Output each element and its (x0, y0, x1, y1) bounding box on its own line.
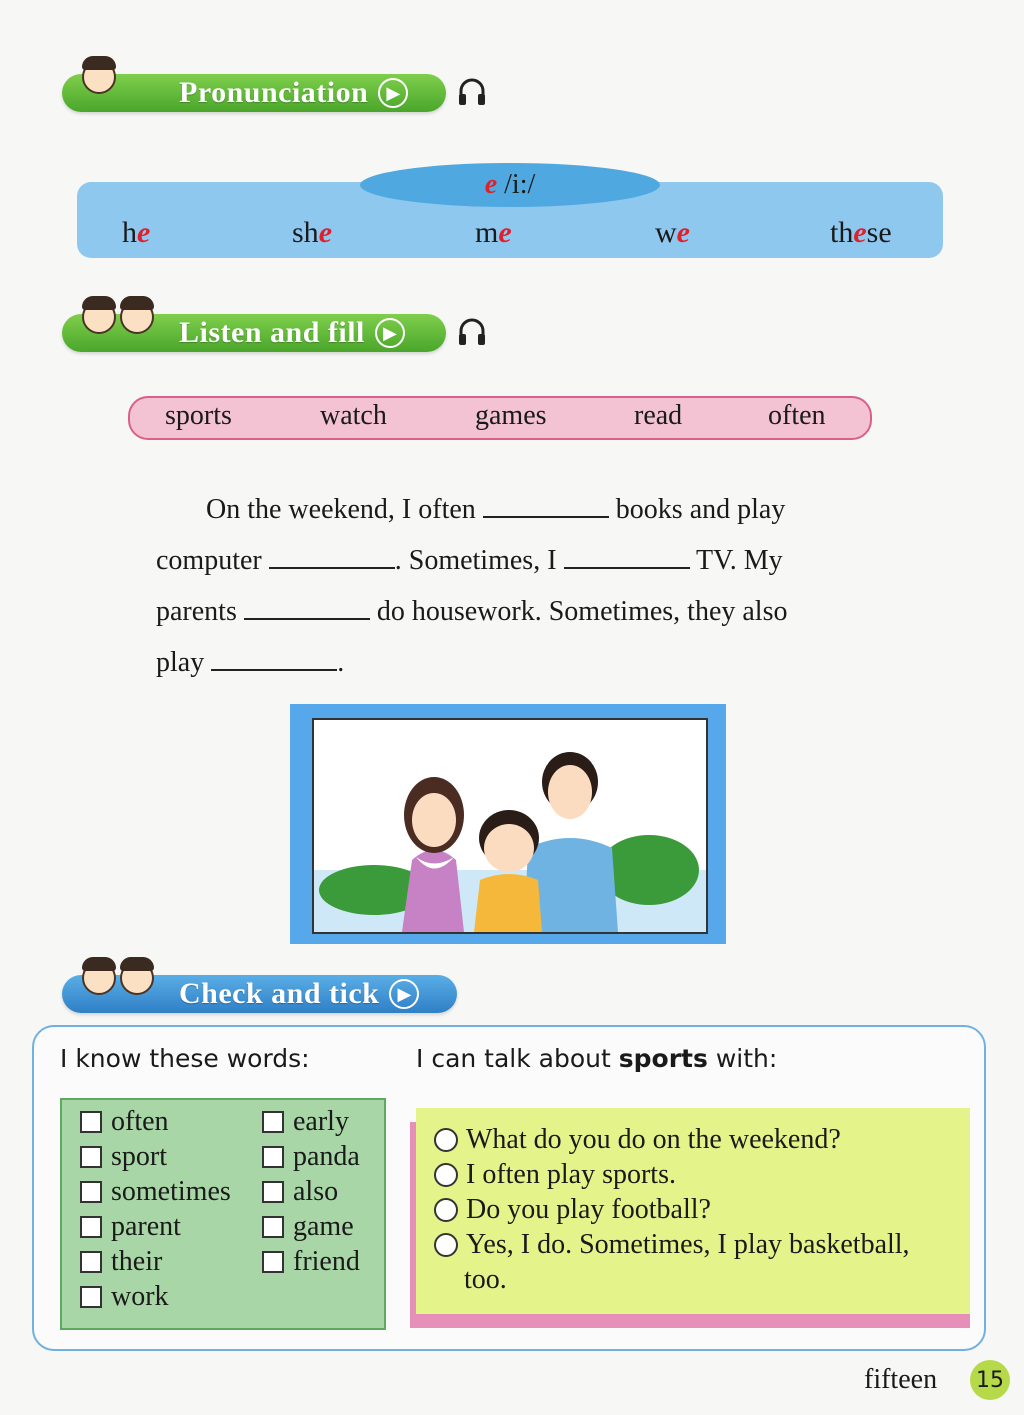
radio-circle[interactable] (434, 1128, 458, 1152)
talk-option[interactable]: Yes, I do. Sometimes, I play basketball, (434, 1229, 910, 1261)
pron-word: me (475, 216, 512, 249)
checkbox[interactable] (80, 1251, 102, 1273)
checkbox[interactable] (80, 1181, 102, 1203)
page-number-word: fifteen (864, 1364, 938, 1395)
listen-fill-banner (62, 314, 446, 352)
word-checkbox-item[interactable]: parent (80, 1211, 181, 1243)
word-checkbox-item[interactable]: sport (80, 1141, 167, 1173)
answer-blank[interactable] (483, 494, 609, 518)
pronunciation-banner (62, 74, 446, 112)
answer-blank[interactable] (244, 596, 370, 620)
radio-circle[interactable] (434, 1233, 458, 1257)
word-checkbox-item[interactable]: friend (262, 1246, 360, 1278)
phoneme-label: e /i:/ (360, 163, 660, 207)
word-checkbox-item[interactable]: also (262, 1176, 338, 1208)
bank-word: read (634, 400, 683, 431)
talk-option-continued: too. (464, 1264, 507, 1295)
kids-illustration (82, 961, 154, 995)
section-title: Check and tick (179, 977, 380, 1010)
family-illustration (312, 718, 708, 934)
word-checkbox-item[interactable]: their (80, 1246, 162, 1278)
checkbox[interactable] (262, 1181, 284, 1203)
bank-word: watch (320, 400, 387, 431)
word-checkbox-item[interactable]: panda (262, 1141, 360, 1173)
talk-option[interactable]: I often play sports. (434, 1159, 676, 1191)
word-checkbox-item[interactable]: game (262, 1211, 354, 1243)
pron-word: these (830, 216, 892, 249)
play-arrow-icon[interactable]: ▶ (375, 318, 405, 348)
passage-line: computer . Sometimes, I TV. My (156, 545, 783, 576)
word-checkbox-item[interactable]: sometimes (80, 1176, 231, 1208)
pron-word: we (655, 216, 690, 249)
talk-heading: I can talk about sports with: (416, 1044, 778, 1073)
headphones-icon[interactable] (456, 316, 488, 348)
page-number-badge: 15 (970, 1360, 1010, 1400)
kids-illustration (82, 300, 154, 334)
answer-blank[interactable] (269, 545, 395, 569)
checkbox[interactable] (80, 1146, 102, 1168)
checkbox[interactable] (80, 1111, 102, 1133)
checkbox[interactable] (262, 1251, 284, 1273)
play-arrow-icon[interactable]: ▶ (389, 979, 419, 1009)
word-checkbox-item[interactable]: work (80, 1281, 169, 1313)
checkbox[interactable] (262, 1146, 284, 1168)
headphones-icon[interactable] (456, 76, 488, 108)
section-title: Listen and fill (179, 316, 365, 349)
check-tick-banner (62, 975, 457, 1013)
bank-word: games (475, 400, 547, 431)
radio-circle[interactable] (434, 1198, 458, 1222)
checkbox[interactable] (80, 1216, 102, 1238)
pron-word: he (122, 216, 151, 249)
word-checkbox-item[interactable]: often (80, 1106, 169, 1138)
talk-option[interactable]: What do you do on the weekend? (434, 1124, 841, 1156)
kid-illustration (82, 60, 116, 94)
pron-word: she (292, 216, 333, 249)
section-title: Pronunciation (179, 76, 369, 109)
answer-blank[interactable] (211, 647, 337, 671)
bank-word: sports (165, 400, 232, 431)
passage-line: parents do housework. Sometimes, they also (156, 596, 788, 627)
passage-line: On the weekend, I often books and play (206, 494, 786, 525)
answer-blank[interactable] (564, 545, 690, 569)
radio-circle[interactable] (434, 1163, 458, 1187)
checkbox[interactable] (262, 1216, 284, 1238)
passage-line: play . (156, 647, 345, 678)
checkbox[interactable] (262, 1111, 284, 1133)
talk-option[interactable]: Do you play football? (434, 1194, 711, 1226)
word-checkbox-item[interactable]: early (262, 1106, 349, 1138)
play-arrow-icon[interactable]: ▶ (378, 78, 408, 108)
checkbox[interactable] (80, 1286, 102, 1308)
bank-word: often (768, 400, 826, 431)
know-words-heading: I know these words: (60, 1044, 310, 1073)
